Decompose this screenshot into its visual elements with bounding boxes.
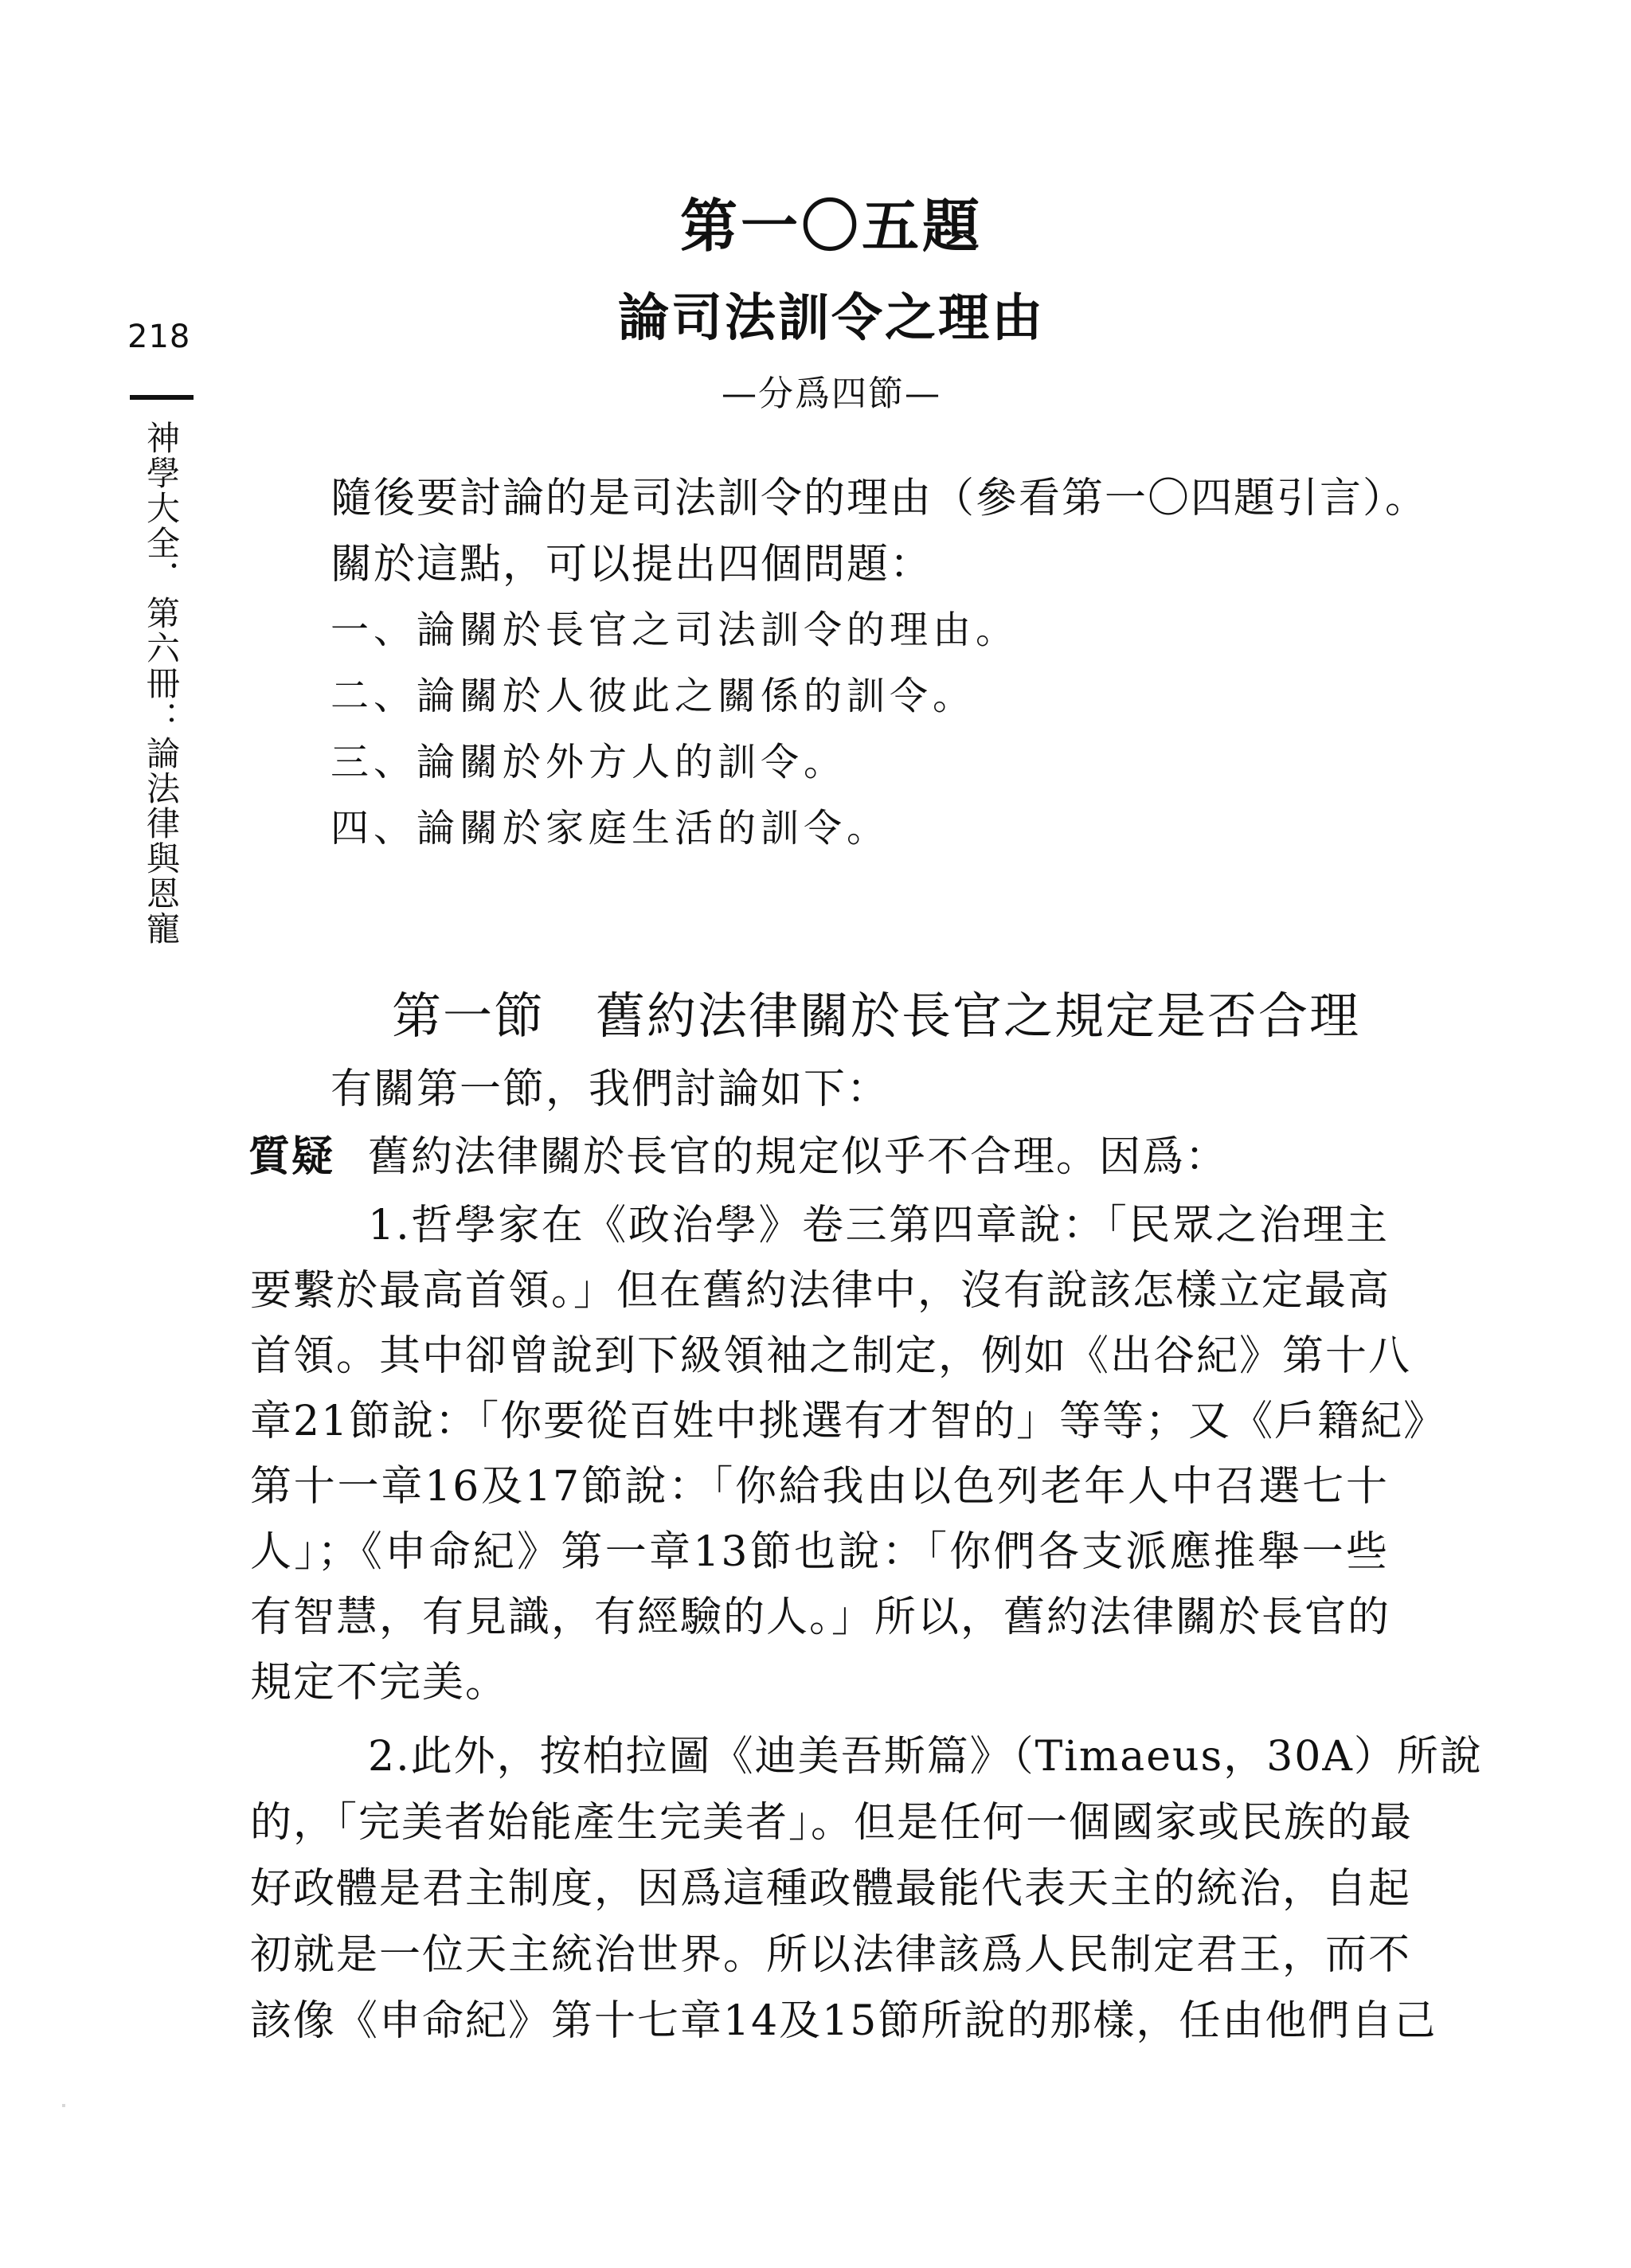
paragraph-line: 該像《申命紀》第十七章14及15節所說的那樣，任由他們自己 [250, 1997, 1437, 2045]
paragraph-line: 初就是一位天主統治世界。所以法律該爲人民制定君王，而不 [250, 1931, 1412, 1979]
question-subtitle: —分爲四節— [722, 373, 941, 414]
intro-line: 關於這點，可以提出四個問題： [331, 541, 933, 589]
section-lead: 有關第一節，我們討論如下： [331, 1066, 890, 1113]
paragraph-line: 2.此外，按柏拉圖《迪美吾斯篇》（Timaeus，30A）所說 [368, 1733, 1483, 1781]
paragraph-line: 第十一章16及17節說：「你給我由以色列老年人中召選七十 [250, 1463, 1389, 1511]
paragraph-line: 1.哲學家在《政治學》卷三第四章說：「民眾之治理主 [368, 1202, 1389, 1249]
page-number: 218 [127, 319, 191, 355]
paragraph-line: 有智慧，有見識，有經驗的人。」所以，舊約法律關於長官的 [250, 1593, 1391, 1641]
paragraph-line: 規定不完美。 [250, 1659, 509, 1707]
intro-list-item: 三、論關於外方人的訓令。 [331, 740, 847, 784]
intro-list-item: 四、論關於家庭生活的訓令。 [331, 806, 890, 850]
objection-text: 舊約法律關於長官的規定似乎不合理。因爲： [368, 1133, 1229, 1181]
intro-list-item: 二、論關於人彼此之關係的訓令。 [331, 674, 976, 718]
paragraph-line: 的，「完美者始能產生完美者」。但是任何一個國家或民族的最 [250, 1799, 1414, 1847]
paragraph-line: 章21節說：「你要從百姓中挑選有才智的」等等；又《戶籍紀》 [250, 1398, 1447, 1445]
scan-speck [62, 2104, 65, 2107]
paragraph-line: 好政體是君主制度，因爲這種政體最能代表天主的統治，自起 [250, 1865, 1412, 1913]
intro-line: 隨後要討論的是司法訓令的理由（參看第一〇四題引言）。 [331, 475, 1429, 522]
question-number: 第一〇五題 [679, 192, 983, 260]
running-title: 神學大全．第六冊：論法律與恩寵 [142, 420, 181, 946]
paragraph-line: 首領。其中卻曾說到下級領袖之制定，例如《出谷紀》第十八 [250, 1332, 1412, 1380]
objection-label: 質疑 [248, 1133, 335, 1181]
paragraph-line: 要繫於最高首領。」但在舊約法律中，沒有說該怎樣立定最高 [250, 1267, 1391, 1315]
section-heading: 第一節 舊約法律關於長官之規定是否合理 [392, 987, 1361, 1045]
question-title: 論司法訓令之理由 [618, 289, 1045, 348]
paragraph-line: 人」；《申命紀》第一章13節也說：「你們各支派應推舉一些 [250, 1528, 1389, 1576]
intro-list-item: 一、論關於長官之司法訓令的理由。 [331, 608, 1019, 652]
